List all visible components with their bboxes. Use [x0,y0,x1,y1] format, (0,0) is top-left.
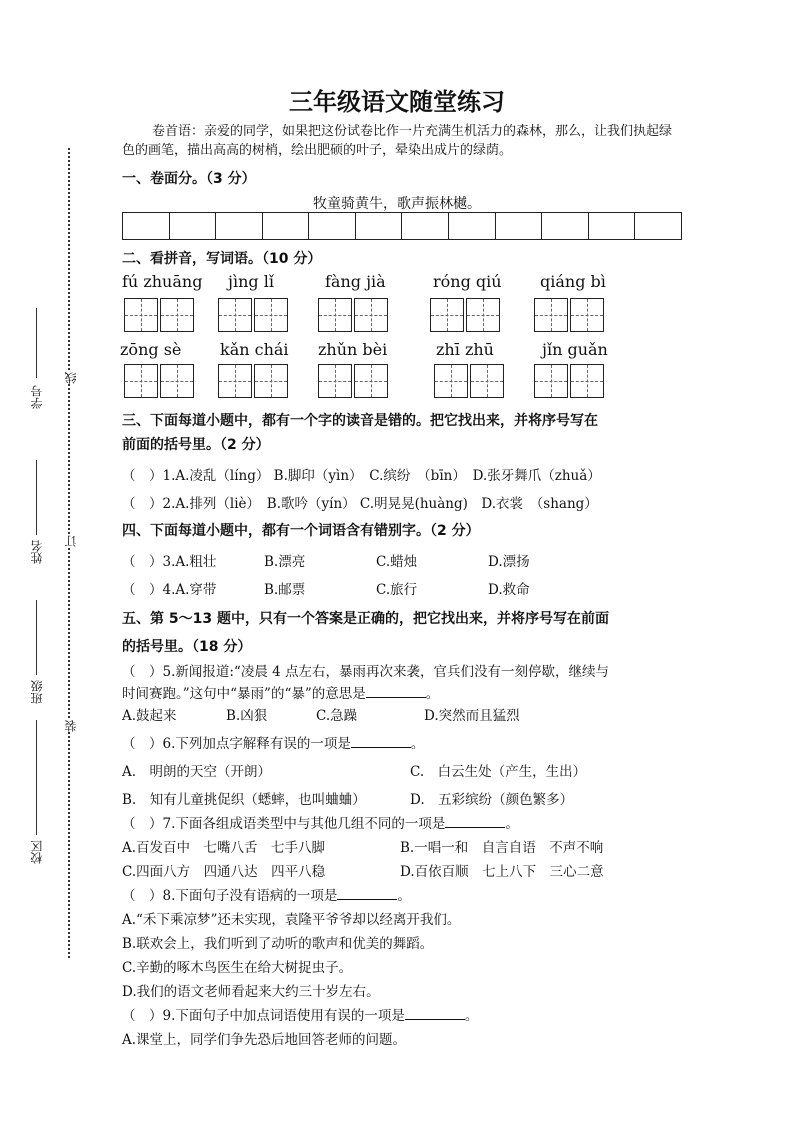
pinyin: kǎn chái [220,340,289,359]
question-4-d: D.救命 [488,582,530,598]
question-3-a: （ ）3.A.粗壮 [122,554,217,570]
question-5-text: 时间赛跑。”这句中“暴雨”的“暴”的意思是 [122,686,366,702]
section3-heading-cont: 前面的括号里。（2 分） [122,437,270,453]
tianzige-box[interactable] [430,298,502,332]
q5-option-c: C.急躁 [316,708,358,724]
q7-option-c: C.四面八方 四通八达 四平八稳 [122,864,326,880]
q6-option-c: C. 白云生处（产生，生出） [410,764,587,780]
pinyin: qiáng bì [540,272,606,291]
tianzige-box[interactable] [218,364,290,398]
q6-option-d: D. 五彩缤纷（颜色繁多） [410,792,574,808]
writing-grid[interactable] [122,212,682,240]
question-4-b: B.邮票 [264,582,306,598]
intro-text: 卷首语：亲爱的同学，如果把这份试卷比作一片充满生机活力的森林，那么，让我们执起绿色的画笔，描出高高的树梢，绘出肥硕的叶子，晕染出成片的绿荫。 [122,124,673,158]
tianzige-box[interactable] [218,298,290,332]
question-3-d: D.漂扬 [488,554,530,570]
answer-blank[interactable] [445,827,505,828]
pinyin: zhī zhū [436,340,494,359]
tianzige-box[interactable] [124,298,196,332]
q8-option-c: C.辛勤的啄木鸟医生在给大树捉虫子。 [122,960,353,976]
pinyin: jìng lǐ [228,272,274,291]
q5-option-a: A.鼓起来 [122,708,177,724]
q5-option-b: B.凶狠 [226,708,268,724]
tianzige-box[interactable] [534,298,606,332]
q7-option-d: D.百依百顺 七上八下 三心二意 [400,864,604,880]
label-xuehao: 学号 [30,385,44,409]
tianzige-box[interactable] [434,364,506,398]
pinyin: fú zhuāng [122,272,203,291]
pinyin: zhǔn bèi [318,340,388,359]
label-xian: 线 [64,372,78,384]
q6-option-b: B. 知有儿童挑促织（蟋蟀，也叫蛐蛐） [122,792,366,808]
copy-text: 牧童骑黄牛，歌声振林樾。 [313,196,481,212]
question-7: （ ）7.下面各组成语类型中与其他几组不同的一项是 。 [122,816,519,832]
page-title: 三年级语文随堂练习 [289,87,505,116]
blank-xuehao [36,308,37,378]
q8-option-a: A.“禾下乘凉梦”还未实现，袁隆平爷爷却以经离开我们。 [122,912,461,928]
label-xingming: 姓名 [30,540,44,564]
q6-option-a: A. 明朗的天空（开朗） [122,764,272,780]
tianzige-box[interactable] [124,364,196,398]
tianzige-box[interactable] [318,298,390,332]
q7-option-a: A.百发百中 七嘴八舌 七手八脚 [122,840,326,856]
question-8-text: （ ）8.下面句子没有语病的一项是 [122,888,338,904]
question-9-text: （ ）9.下面句子中加点词语使用有误的一项是 [122,1008,405,1024]
answer-blank[interactable] [366,697,426,698]
q8-option-d: D.我们的语文老师看起来大约三十岁左右。 [122,984,380,1000]
blank-xiaoqu [36,720,37,835]
answer-blank[interactable] [337,899,397,900]
pinyin: jǐn guǎn [542,340,608,359]
section5-heading: 五、第 5～13 题中，只有一个答案是正确的，把它找出来，并将序号写在前面 [122,611,609,627]
label-banji: 班级 [30,680,44,704]
pinyin: zōng sè [120,340,182,359]
pinyin: fàng jià [325,272,386,291]
question-3-c: C.蜡烛 [376,554,418,570]
pinyin: róng qiú [433,272,502,291]
binding-line [68,148,70,958]
label-zhuang: 装 [64,720,78,732]
q9-option-a: A.课堂上，同学们争先恐后地回答老师的问题。 [122,1032,407,1048]
q7-option-b: B.一唱一和 自言自语 不声不响 [400,840,604,856]
blank-banji [36,600,37,675]
question-9: （ ）9.下面句子中加点词语使用有误的一项是 。 [122,1008,479,1024]
tianzige-box[interactable] [318,364,390,398]
question-5: （ ）5.新闻报道:“凌晨 4 点左右，暴雨再次来袭，官兵们没有一刻停歇，继续与 [122,664,610,680]
question-4-a: （ ）4.A.穿带 [122,582,217,598]
section3-heading: 三、下面每道小题中，都有一个字的读音是错的。把它找出来，并将序号写在 [122,413,598,429]
question-6-text: （ ）6.下列加点字解释有误的一项是 [122,736,351,752]
q8-option-b: B.联欢会上，我们听到了动听的歌声和优美的舞蹈。 [122,936,434,952]
section5-heading-cont: 的括号里。（18 分） [122,639,252,655]
question-2: （ ）2.A.排列（liè） B.歌吟（yín） C.明晃晃(huàng) D.衣裳 （shang） [122,496,598,512]
blank-xingming [36,460,37,535]
answer-blank[interactable] [351,747,411,748]
question-4-c: C.旅行 [376,582,418,598]
q5-option-d: D.突然而且猛烈 [424,708,520,724]
section2-heading: 二、看拼音，写词语。（10 分） [122,251,322,267]
question-8: （ ）8.下面句子没有语病的一项是 。 [122,888,411,904]
question-3-b: B.漂亮 [264,554,306,570]
section1-heading: 一、卷面分。（3 分） [122,171,256,187]
question-6: （ ）6.下列加点字解释有误的一项是 。 [122,736,425,752]
section4-heading: 四、下面每道小题中，都有一个词语含有错别字。（2 分） [122,523,480,539]
answer-blank[interactable] [405,1019,465,1020]
tianzige-box[interactable] [534,364,606,398]
question-5-cont: 时间赛跑。”这句中“暴雨”的“暴”的意思是 。 [122,686,440,702]
question-7-text: （ ）7.下面各组成语类型中与其他几组不同的一项是 [122,816,446,832]
label-ding: 订 [64,535,78,547]
question-1: （ ）1.A.凌乱（líng） B.脚印（yìn） C.缤纷 （bīn） D.张牙舞爪（zhuǎ） [122,468,601,484]
label-xiaoqu: 校区 [30,840,44,864]
